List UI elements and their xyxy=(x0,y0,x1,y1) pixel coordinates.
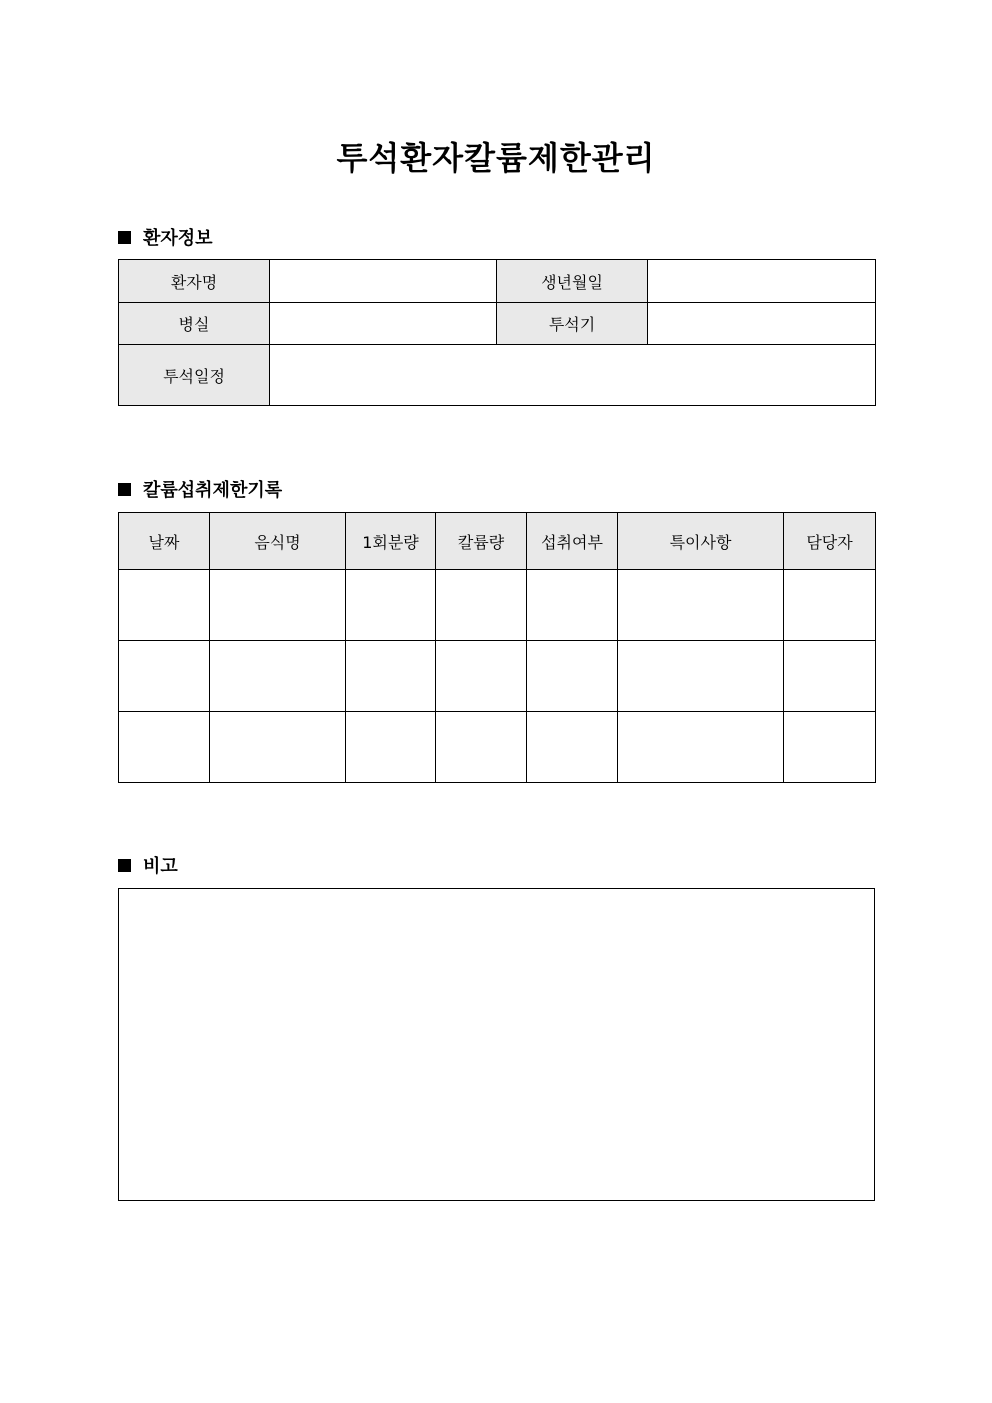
black-square-icon xyxy=(118,483,131,496)
intake-cell[interactable] xyxy=(527,570,618,641)
serving-cell[interactable] xyxy=(346,570,436,641)
column-header-date: 날짜 xyxy=(119,513,210,570)
table-row xyxy=(119,712,876,783)
room-field[interactable] xyxy=(270,303,497,345)
remarks-heading-label: 비고 xyxy=(143,856,178,877)
notes-cell[interactable] xyxy=(618,641,784,712)
patient-name-field[interactable] xyxy=(270,260,497,303)
food-cell[interactable] xyxy=(210,570,346,641)
black-square-icon xyxy=(118,231,131,244)
column-header-notes: 특이사항 xyxy=(618,513,784,570)
serving-cell[interactable] xyxy=(346,641,436,712)
column-header-potassium: 칼륨량 xyxy=(436,513,527,570)
intake-record-table xyxy=(118,512,876,783)
food-cell[interactable] xyxy=(210,712,346,783)
potassium-cell[interactable] xyxy=(436,641,527,712)
column-header-staff: 담당자 xyxy=(784,513,876,570)
column-header-food: 음식명 xyxy=(210,513,346,570)
patient-info-heading xyxy=(118,224,213,250)
intake-cell[interactable] xyxy=(527,712,618,783)
birthdate-label: 생년월일 xyxy=(497,260,648,303)
date-cell[interactable] xyxy=(119,641,210,712)
serving-cell[interactable] xyxy=(346,712,436,783)
date-cell[interactable] xyxy=(119,570,210,641)
staff-cell[interactable] xyxy=(784,712,876,783)
intake-record-heading-label: 칼륨섭취제한기록 xyxy=(143,480,283,501)
table-row xyxy=(119,570,876,641)
dialyzer-field[interactable] xyxy=(648,303,876,345)
dialyzer-label: 투석기 xyxy=(497,303,648,345)
intake-record-heading xyxy=(118,476,282,502)
potassium-cell[interactable] xyxy=(436,712,527,783)
remarks-heading xyxy=(118,852,178,878)
notes-cell[interactable] xyxy=(618,570,784,641)
potassium-cell[interactable] xyxy=(436,570,527,641)
patient-info-table xyxy=(118,259,876,406)
staff-cell[interactable] xyxy=(784,570,876,641)
patient-info-heading-label: 환자정보 xyxy=(143,228,213,249)
remarks-box[interactable] xyxy=(118,888,875,1201)
schedule-label: 투석일정 xyxy=(119,345,270,406)
page-title: 투석환자칼륨제한관리 xyxy=(336,139,656,177)
intake-cell[interactable] xyxy=(527,641,618,712)
black-square-icon xyxy=(118,859,131,872)
notes-cell[interactable] xyxy=(618,712,784,783)
birthdate-field[interactable] xyxy=(648,260,876,303)
patient-name-label: 환자명 xyxy=(119,260,270,303)
column-header-intake: 섭취여부 xyxy=(527,513,618,570)
schedule-field[interactable] xyxy=(270,345,876,406)
food-cell[interactable] xyxy=(210,641,346,712)
date-cell[interactable] xyxy=(119,712,210,783)
column-header-serving: 1회분량 xyxy=(346,513,436,570)
room-label: 병실 xyxy=(119,303,270,345)
table-header-row xyxy=(119,513,876,570)
staff-cell[interactable] xyxy=(784,641,876,712)
table-row xyxy=(119,641,876,712)
